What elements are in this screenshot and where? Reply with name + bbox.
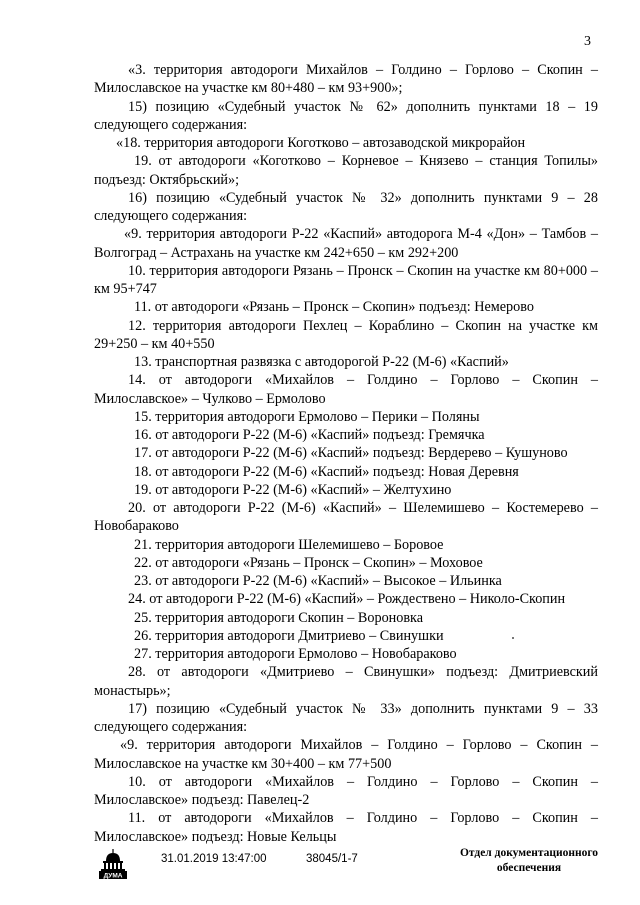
paragraph: 19. от автодороги Р-22 (М-6) «Каспий» – Желтухино: [134, 481, 452, 498]
paragraph: 26. территория автодороги Дмитриево – Свинушки: [134, 627, 444, 644]
scan-speck: [512, 637, 514, 639]
paragraph: 22. от автодороги «Рязань – Пронск – Скопин» – Моховое: [134, 554, 483, 571]
department-line: Отдел документационного: [459, 847, 599, 859]
duma-emblem-icon: [98, 848, 128, 880]
paragraph: 27. территория автодороги Ермолово – Новобараково: [134, 646, 457, 662]
page-number: 3: [584, 34, 591, 49]
paragraph: 12. территория автодороги Пехлец – Кораблино – Скопин на участке км 29+250 – км 40+550: [94, 317, 598, 352]
paragraph: 21. территория автодороги Шелемишево – Боровое: [134, 536, 444, 553]
paragraph: 11. от автодороги «Рязань – Пронск – Скопин» подъезд: Немерово: [134, 299, 534, 316]
paragraph: 25. территория автодороги Скопин – Вороновка: [134, 609, 424, 626]
paragraph: 11. от автодороги «Михайлов – Голдино – Горлово – Скопин – Милославское» подъезд: Новые Кельцы: [94, 810, 598, 845]
document-code: 38045/1-7: [306, 853, 358, 865]
paragraph: 17) позицию «Судебный участок № 33» дополнить пунктами 9 – 33 следующего содержания:: [94, 700, 598, 735]
department-line: обеспечения: [496, 862, 562, 874]
paragraph: «3. территория автодороги Михайлов – Голдино – Горлово – Скопин – Милославское на участке км 80+480 – км 93+900»;: [94, 62, 598, 97]
paragraph: 14. от автодороги «Михайлов – Голдино – Горлово – Скопин – Милославское» – Чулково – Ермолово: [94, 372, 598, 407]
paragraph: 16) позицию «Судебный участок № 32» дополнить пунктами 9 – 28 следующего содержания:: [94, 189, 598, 224]
paragraph: 28. от автодороги «Дмитриево – Свинушки» подъезд: Дмитриевский монастырь»;: [94, 664, 598, 699]
paragraph: 16. от автодороги Р-22 (М-6) «Каспий» подъезд: Гремячка: [134, 427, 485, 443]
paragraph: 24. от автодороги Р-22 (М-6) «Каспий» – Рождествено – Николо-Скопин: [128, 591, 566, 608]
document-body: [94, 61, 598, 846]
emblem-label: ДУМА: [103, 872, 123, 880]
paragraph: 15) позицию «Судебный участок № 62» дополнить пунктами 18 – 19 следующего содержания:: [94, 98, 598, 133]
paragraph: 15. территория автодороги Ермолово – Перики – Поляны: [134, 408, 480, 425]
paragraph: 23. от автодороги Р-22 (М-6) «Каспий» – Высокое – Ильинка: [134, 573, 502, 589]
paragraph: «18. территория автодороги Коготково – автозаводской микрорайон: [116, 135, 526, 151]
paragraph: 18. от автодороги Р-22 (М-6) «Каспий» подъезд: Новая Деревня: [134, 463, 519, 480]
paragraph: «9. территория автодороги Михайлов – Голдино – Горлово – Скопин – Милославское на участке км 30+400 – км 77+500: [94, 737, 598, 772]
paragraph: 10. от автодороги «Михайлов – Голдино – Горлово – Скопин – Милославское» подъезд: Павелец-2: [94, 773, 598, 808]
department-stamp: [448, 846, 610, 876]
paragraph: «9. территория автодороги Р-22 «Каспий» автодорога М-4 «Дон» – Тамбов – Волгоград – Астрахань на участке км 242+650 – км 292+200: [94, 226, 598, 261]
paragraph: 19. от автодороги «Коготково – Корневое – Князево – станция Топилы» подъезд: Октябрьский»;: [94, 153, 598, 188]
paragraph: 20. от автодороги Р-22 (М-6) «Каспий» – Шелемишево – Костемерево – Новобараково: [94, 500, 598, 535]
document-timestamp: 31.01.2019 13:47:00: [161, 853, 267, 865]
paragraph: 10. территория автодороги Рязань – Пронск – Скопин на участке км 80+000 – км 95+747: [94, 262, 598, 297]
paragraph: 17. от автодороги Р-22 (М-6) «Каспий» подъезд: Вердерево – Кушуново: [134, 445, 568, 462]
paragraph: 13. транспортная развязка с автодорогой Р-22 (М-6) «Каспий»: [134, 354, 509, 370]
